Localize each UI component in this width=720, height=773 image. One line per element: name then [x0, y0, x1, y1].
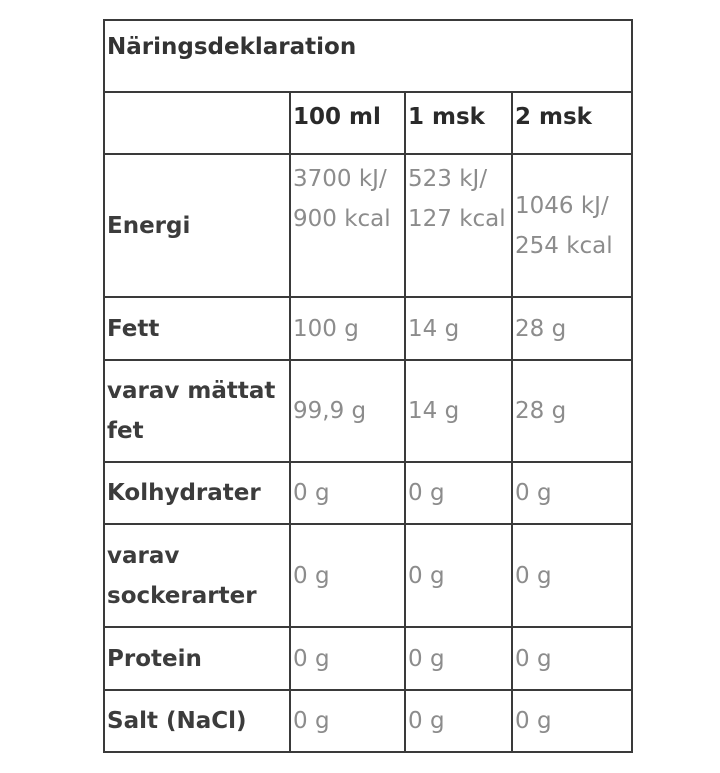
cell-value: 523 kJ/ 127 kcal — [405, 154, 512, 297]
table-row-energi — [104, 154, 632, 297]
cell-value: 0 g — [512, 462, 632, 524]
row-label: Protein — [104, 627, 290, 690]
row-label: Fett — [104, 297, 290, 360]
cell-value: 14 g — [405, 360, 512, 462]
table-row-protein — [104, 627, 632, 690]
cell-value: 0 g — [405, 627, 512, 690]
cell-value: 0 g — [405, 462, 512, 524]
row-label: Kolhydrater — [104, 462, 290, 524]
cell-value: 0 g — [290, 462, 405, 524]
header-2msk: 2 msk — [512, 92, 632, 154]
table-row-kolhydrater — [104, 462, 632, 524]
table-row-mattat-fett — [104, 360, 632, 462]
cell-value: 0 g — [290, 524, 405, 627]
cell-value: 0 g — [405, 524, 512, 627]
table-row-salt — [104, 690, 632, 752]
cell-value: 3700 kJ/ 900 kcal — [290, 154, 405, 297]
cell-value: 1046 kJ/ 254 kcal — [512, 154, 632, 297]
table-row-sockerarter — [104, 524, 632, 627]
header-row — [104, 92, 632, 154]
cell-value: 28 g — [512, 297, 632, 360]
row-label: varav sockerarter — [104, 524, 290, 627]
row-label: Salt (NaCl) — [104, 690, 290, 752]
cell-value: 0 g — [290, 690, 405, 752]
header-empty — [104, 92, 290, 154]
nutrition-table — [103, 19, 633, 753]
cell-value: 100 g — [290, 297, 405, 360]
table-row-fett — [104, 297, 632, 360]
row-label: Energi — [104, 154, 290, 297]
cell-value: 0 g — [405, 690, 512, 752]
table-title: Näringsdeklaration — [104, 20, 632, 92]
cell-value: 0 g — [512, 627, 632, 690]
cell-value: 14 g — [405, 297, 512, 360]
title-row — [104, 20, 632, 92]
cell-value: 28 g — [512, 360, 632, 462]
cell-value: 99,9 g — [290, 360, 405, 462]
cell-value: 0 g — [512, 690, 632, 752]
header-100ml: 100 ml — [290, 92, 405, 154]
cell-value: 0 g — [512, 524, 632, 627]
header-1msk: 1 msk — [405, 92, 512, 154]
cell-value: 0 g — [290, 627, 405, 690]
row-label: varav mättat fet — [104, 360, 290, 462]
